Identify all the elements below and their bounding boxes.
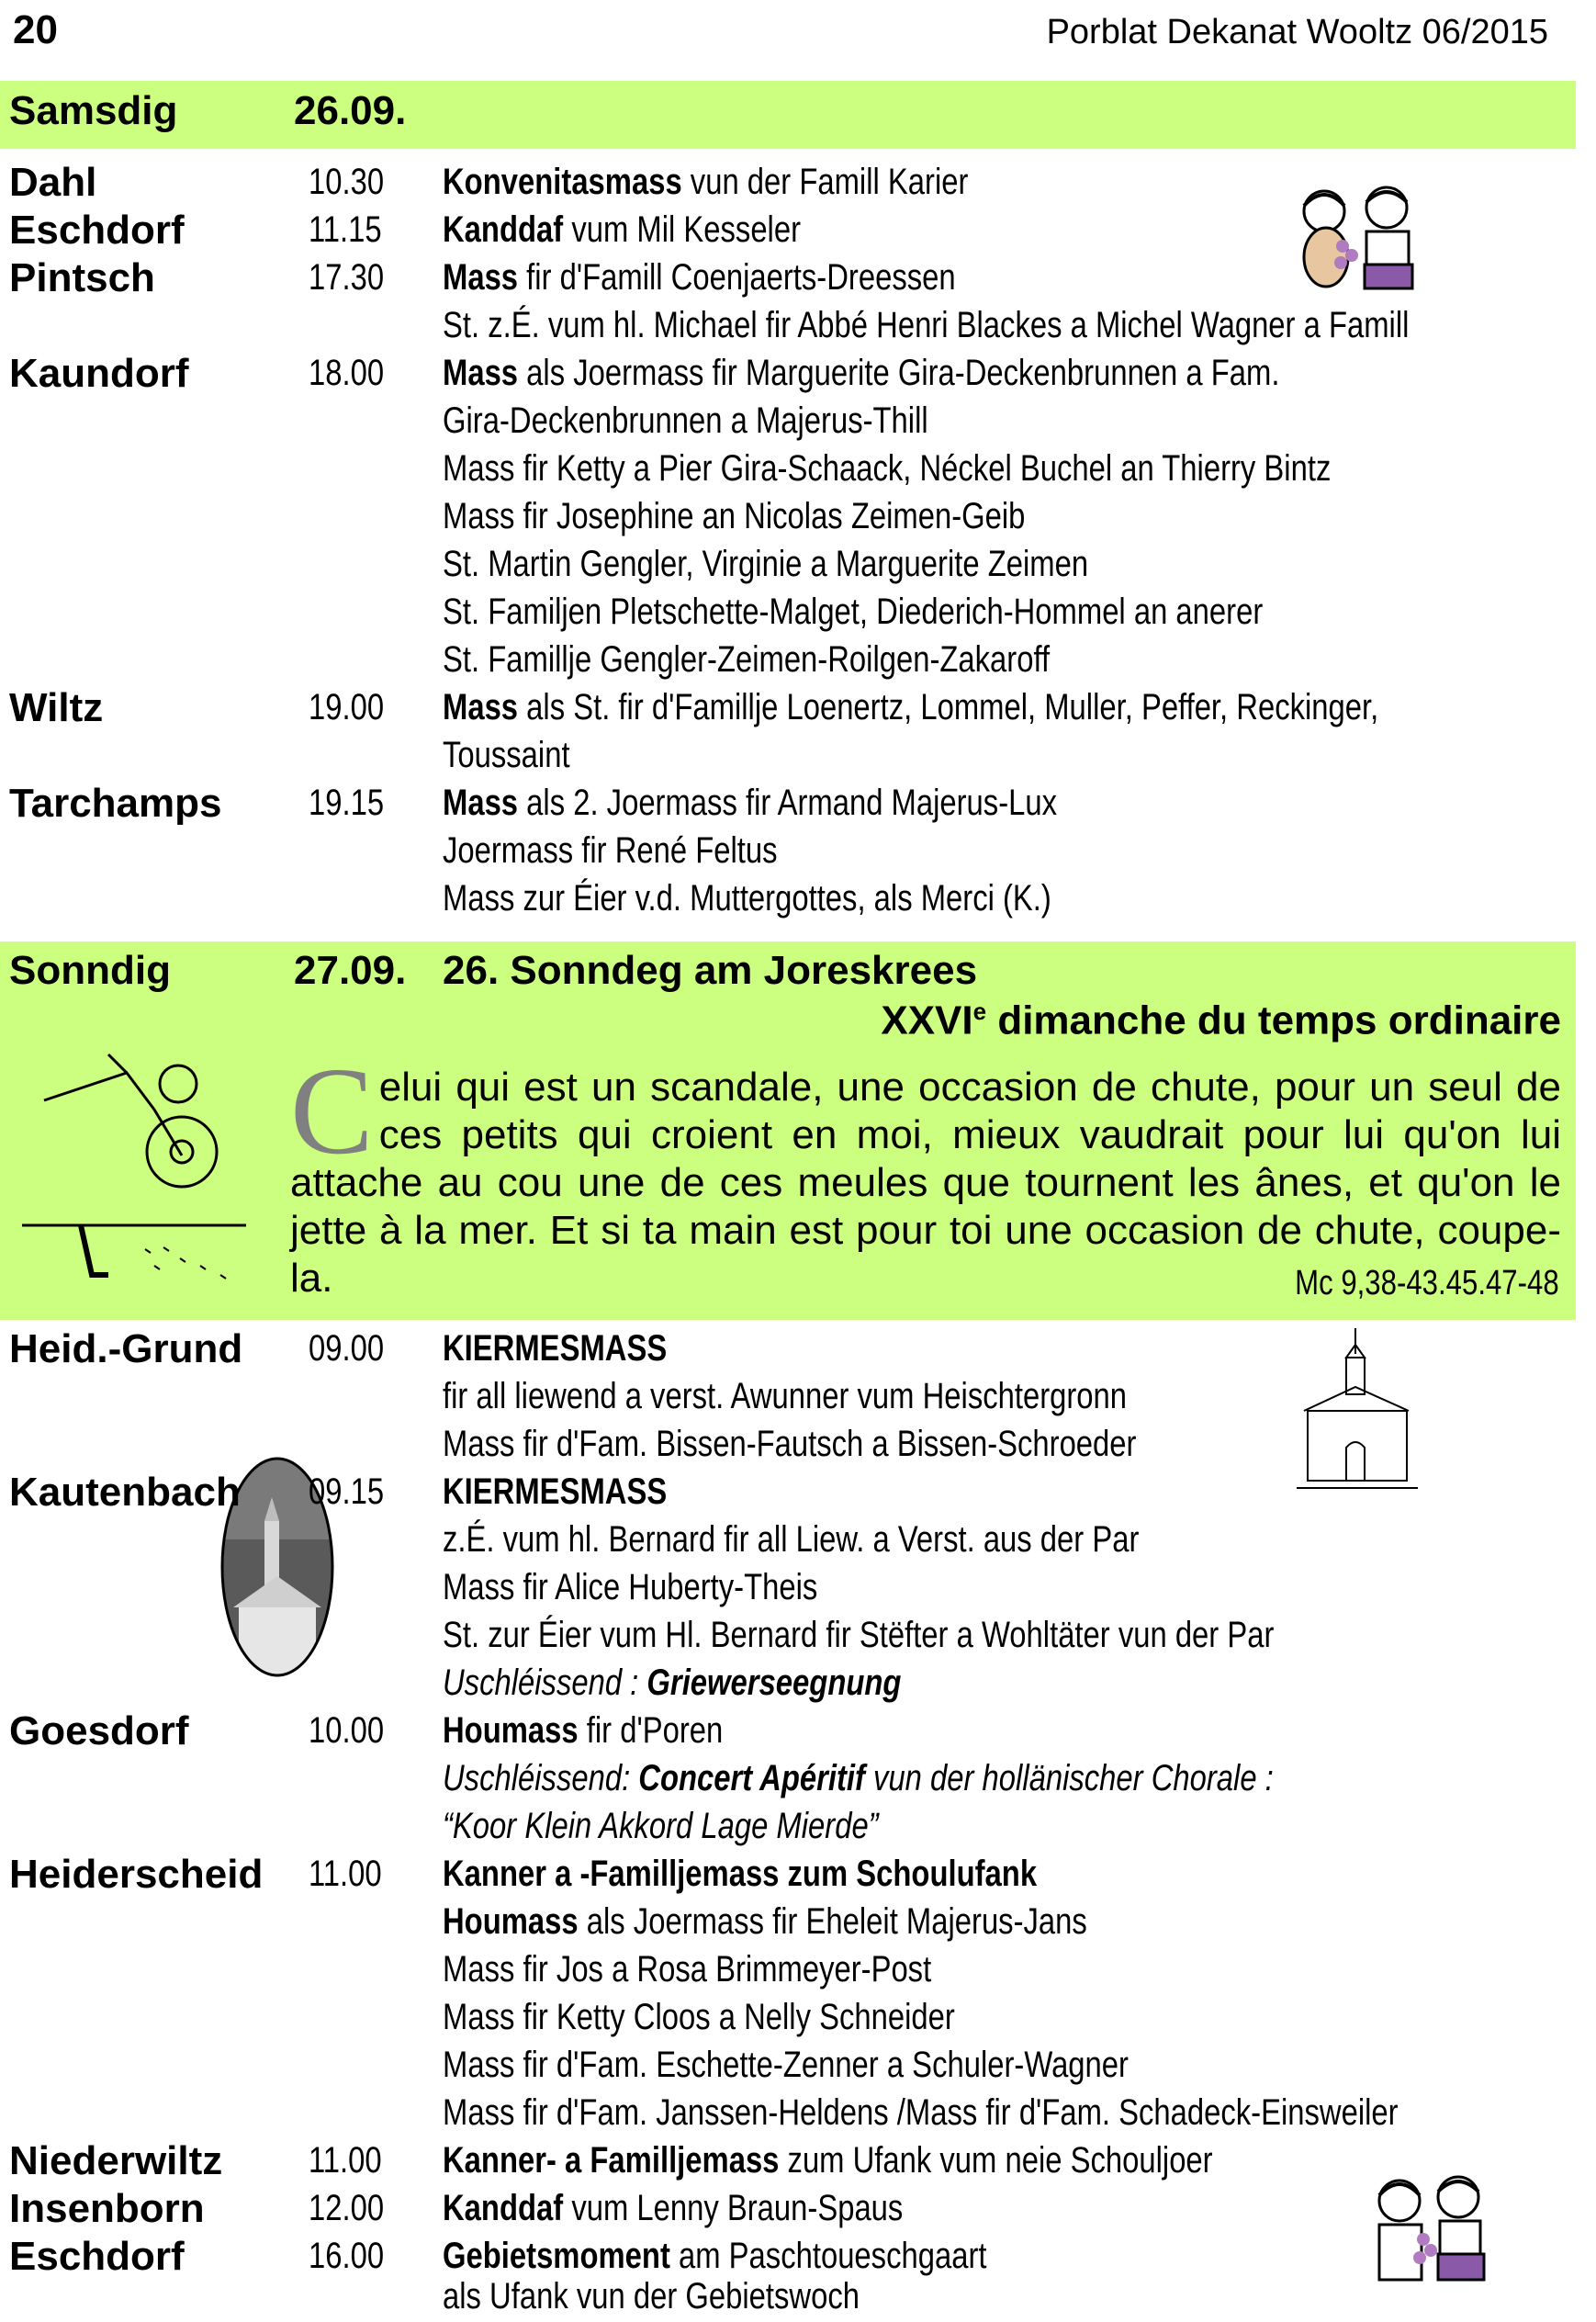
chapel-drawing-heiderscheidergrund — [1295, 1326, 1420, 1492]
entry-line-text — [443, 687, 1378, 728]
time-kautenbach-text: 09.15 — [309, 1471, 385, 1512]
entry-line-text: St. zur Éier vum Hl. Bernard fir Stëfter a Wohltäter vun der Par — [443, 1615, 1275, 1655]
sunday-subtitle — [881, 998, 1561, 1044]
place-insenborn: Insenborn — [9, 2186, 205, 2231]
line-rest: vum Mil Kesseler — [563, 209, 802, 250]
time-heid-grund-text: 09.00 — [309, 1328, 385, 1369]
entry-line-text: Mass fir Alice Huberty-Theis — [443, 1567, 818, 1607]
time-dahl-text: 10.30 — [309, 162, 385, 202]
line-bold: Konvenitasmass — [443, 162, 682, 202]
place-heid-grund: Heid.-Grund — [9, 1326, 243, 1371]
time-heid-grund — [309, 1328, 400, 1370]
line-rest: fir d'Poren — [578, 1710, 724, 1751]
time-heiderscheid-text: 11.00 — [309, 1854, 382, 1894]
entry-line-text: Joermass fir René Feltus — [443, 830, 778, 871]
entry-line — [443, 2045, 1279, 2086]
entry-line — [443, 1519, 1292, 1561]
line-bold: Kanddaf — [443, 2188, 564, 2228]
entry-line-text — [443, 1663, 901, 1704]
entry-line — [443, 783, 1192, 824]
entry-line-text: als Ufank vun der Gebietswoch — [443, 2276, 860, 2316]
place-tarchamps: Tarchamps — [9, 781, 222, 826]
line-bold-italic: Concert Apéritif — [638, 1758, 865, 1798]
entry-line — [443, 1854, 1167, 1895]
entry-line — [443, 639, 1183, 681]
entry-line — [443, 1901, 1229, 1943]
place-goesdorf: Goesdorf — [9, 1708, 189, 1753]
quote-reference — [1237, 1264, 1559, 1303]
entry-line — [443, 1376, 1277, 1417]
subtitle-roman: XXVI — [881, 998, 973, 1043]
line-bold: Houmass — [443, 1901, 579, 1942]
entry-line — [443, 209, 880, 251]
line-bold: Gebietsmoment — [443, 2236, 670, 2276]
entry-line — [443, 687, 1584, 728]
time-dahl — [309, 162, 400, 203]
line-bold: Mass — [443, 783, 519, 823]
line-bold: Kanddaf — [443, 209, 564, 250]
time-kaundorf — [309, 353, 400, 394]
entry-line-text: Mass fir d'Fam. Janssen-Heldens /Mass fir d'Fam. Schadeck-Einsweiler — [443, 2092, 1399, 2133]
line-bold: Kanner- a Familljemass — [443, 2140, 780, 2181]
entry-line-text: Mass fir d'Fam. Bissen-Fautsch a Bissen-Schroeder — [443, 1424, 1137, 1464]
place-wiltz: Wiltz — [9, 685, 104, 730]
time-eschdorf-sunday — [309, 2236, 400, 2277]
entry-line-text: z.É. vum hl. Bernard fir all Liew. a Verst. aus der Par — [443, 1519, 1140, 1560]
entry-line — [443, 1663, 1002, 1704]
place-eschdorf-sunday: Eschdorf — [9, 2234, 185, 2279]
entry-line — [443, 1424, 1288, 1465]
line-rest: als St. fir d'Famillje Loenertz, Lommel, Muller, Peffer, Reckinger, — [518, 687, 1379, 727]
entry-line-text — [443, 2140, 1213, 2181]
line-rest: zum Ufank vum neie Schouljoer — [779, 2140, 1213, 2181]
entry-line — [443, 1471, 716, 1513]
line-rest: als 2. Joermass fir Armand Majerus-Lux — [518, 783, 1058, 823]
place-kautenbach: Kautenbach — [9, 1470, 241, 1515]
line-bold-italic: Griewerseegnung — [646, 1663, 902, 1703]
sunday-day-name: Sonndig — [9, 948, 171, 993]
entry-line-text: St. Familjen Pletschette-Malget, Diederich-Hommel an anerer — [443, 592, 1264, 632]
saturday-date: 26.09. — [294, 88, 407, 133]
time-tarchamps-text: 19.15 — [309, 783, 385, 823]
millstone-drawing — [17, 1045, 274, 1293]
entry-line — [443, 592, 1443, 633]
time-eschdorf — [309, 209, 398, 251]
entry-line-text — [443, 257, 956, 299]
entry-line-text — [443, 209, 801, 251]
time-goesdorf — [309, 1710, 400, 1752]
entry-line-text: Mass zur Éier v.d. Muttergottes, als Merci (K.) — [443, 878, 1051, 919]
time-insenborn-text: 12.00 — [309, 2188, 385, 2228]
time-tarchamps — [309, 783, 400, 824]
page-number: 20 — [13, 7, 58, 52]
entry-line — [443, 162, 1084, 203]
entry-line-text — [443, 1901, 1087, 1943]
place-heiderscheid: Heiderscheid — [9, 1852, 264, 1897]
line-rest: vum Lenny Braun-Spaus — [563, 2188, 904, 2228]
entry-line — [443, 496, 1153, 537]
quote-reference-text: Mc 9,38-43.45.47-48 — [1295, 1264, 1559, 1302]
children-illustration-bottom — [1366, 2171, 1504, 2285]
time-wiltz — [309, 687, 400, 728]
subtitle-sup: e — [972, 998, 987, 1025]
line-bold: Houmass — [443, 1710, 579, 1751]
line-rest: als Joermass fir Marguerite Gira-Deckenbrunnen a Fam. — [518, 353, 1280, 393]
line-bold: Mass — [443, 257, 519, 298]
entry-line-text: Mass fir d'Fam. Eschette-Zenner a Schuler-Wagner — [443, 2045, 1129, 2085]
entry-line — [443, 1758, 1456, 1799]
place-dahl: Dahl — [9, 160, 97, 205]
place-pintsch: Pintsch — [9, 255, 155, 300]
line-italic-after: vun der hollänischer Chorale : — [864, 1758, 1274, 1798]
entry-line — [443, 878, 1185, 919]
line-bold: Mass — [443, 687, 519, 727]
place-niederwiltz: Niederwiltz — [9, 2138, 223, 2183]
entry-line-text: KIERMESMASS — [443, 1328, 668, 1369]
entry-line-text — [443, 162, 968, 203]
entry-line-text — [443, 2236, 986, 2277]
entry-line-text: Mass fir Ketty Cloos a Nelly Schneider — [443, 1997, 955, 2037]
time-pintsch — [309, 257, 400, 299]
line-rest: am Paschtoueschgaart — [669, 2236, 987, 2276]
line-italic: Uschléissend : — [443, 1663, 647, 1703]
entry-line-text — [443, 353, 1279, 394]
entry-line-text: KIERMESMASS — [443, 1471, 668, 1512]
entry-line — [443, 1710, 784, 1752]
time-pintsch-text: 17.30 — [309, 257, 385, 298]
publication-title: Porblat Dekanat Wooltz 06/2015 — [1046, 13, 1548, 51]
quote-dropcap: C — [290, 1043, 374, 1180]
time-wiltz-text: 19.00 — [309, 687, 385, 727]
saturday-band — [0, 81, 1576, 149]
entry-line — [443, 257, 1068, 299]
entry-line-text — [443, 1710, 723, 1752]
entry-line — [443, 2236, 1107, 2277]
time-eschdorf-text: 11.15 — [309, 209, 382, 250]
entry-line — [443, 1328, 716, 1370]
time-kautenbach — [309, 1471, 400, 1513]
entry-line-text: “Koor Klein Akkord Lage Mierde” — [443, 1806, 879, 1846]
place-kaundorf: Kaundorf — [9, 351, 189, 396]
line-italic: Uschléissend: — [443, 1758, 639, 1798]
quote-text: elui qui est un scandale, une occasion de chute, pour un seul de ces petits qui croient en moi, mieux vaudrait pour lui qu'on lui attache au cou une de ces meules que tournent les ânes, et qu'on le jette à la mer. Et si ta main est pour toi une occasion de chute, coupe-la. — [290, 1065, 1561, 1301]
entry-line-text: Toussaint — [443, 735, 570, 775]
entry-line — [443, 1949, 1039, 1990]
line-rest: als Joermass fir Eheleit Majerus-Jans — [578, 1901, 1087, 1942]
entry-line — [443, 400, 1035, 442]
entry-line-text: St. Martin Gengler, Virginie a Marguerite Zeimen — [443, 544, 1089, 584]
entry-line — [443, 1567, 900, 1608]
entry-line — [443, 2276, 951, 2317]
sunday-date: 27.09. — [294, 948, 407, 993]
entry-line-text: fir all liewend a verst. Awunner vum Heischtergronn — [443, 1376, 1128, 1416]
entry-line — [443, 2188, 1004, 2229]
entry-line — [443, 544, 1230, 585]
entry-line — [443, 1615, 1456, 1656]
entry-line — [443, 1997, 1067, 2038]
time-kaundorf-text: 18.00 — [309, 353, 385, 393]
entry-line-text: St. Famillje Gengler-Zeimen-Roilgen-Zakaroff — [443, 639, 1051, 680]
entry-line — [443, 2092, 1596, 2134]
time-eschdorf-sunday-text: 16.00 — [309, 2236, 385, 2276]
time-niederwiltz — [309, 2140, 398, 2181]
subtitle-text: dimanche du temps ordinaire — [986, 998, 1561, 1043]
entry-line — [443, 1806, 974, 1847]
time-goesdorf-text: 10.00 — [309, 1710, 385, 1751]
time-insenborn — [309, 2188, 400, 2229]
line-rest: fir d'Famill Coenjaerts-Dreessen — [518, 257, 956, 298]
sunday-title: 26. Sonndeg am Joreskrees — [443, 948, 978, 993]
entry-line — [443, 353, 1464, 394]
entry-line-text: Mass fir Josephine an Nicolas Zeimen-Geib — [443, 496, 1026, 536]
line-rest: vun der Famill Karier — [681, 162, 969, 202]
entry-line — [443, 830, 851, 872]
entry-line-text — [443, 2188, 903, 2229]
children-illustration-top — [1286, 180, 1433, 296]
line-bold: Mass — [443, 353, 519, 393]
entry-line-text: Gira-Deckenbrunnen a Majerus-Thill — [443, 400, 928, 441]
entry-line-text — [443, 783, 1057, 824]
entry-line-text: Mass fir Ketty a Pier Gira-Schaack, Néckel Buchel an Thierry Bintz — [443, 448, 1332, 489]
entry-line — [443, 305, 1596, 346]
saturday-day-name: Samsdig — [9, 88, 178, 133]
time-niederwiltz-text: 11.00 — [309, 2140, 382, 2181]
entry-line — [443, 448, 1526, 490]
entry-line-text: St. z.É. vum hl. Michael fir Abbé Henri Blackes a Michel Wagner a Famill — [443, 305, 1410, 345]
entry-line-text: Mass fir Jos a Rosa Brimmeyer-Post — [443, 1949, 932, 1989]
place-eschdorf: Eschdorf — [9, 208, 185, 253]
entry-line-text: Kanner a -Familljemass zum Schoulufank — [443, 1854, 1038, 1894]
entry-line — [443, 2140, 1382, 2181]
time-heiderscheid — [309, 1854, 398, 1895]
entry-line-text — [443, 1758, 1274, 1799]
entry-line — [443, 735, 598, 776]
